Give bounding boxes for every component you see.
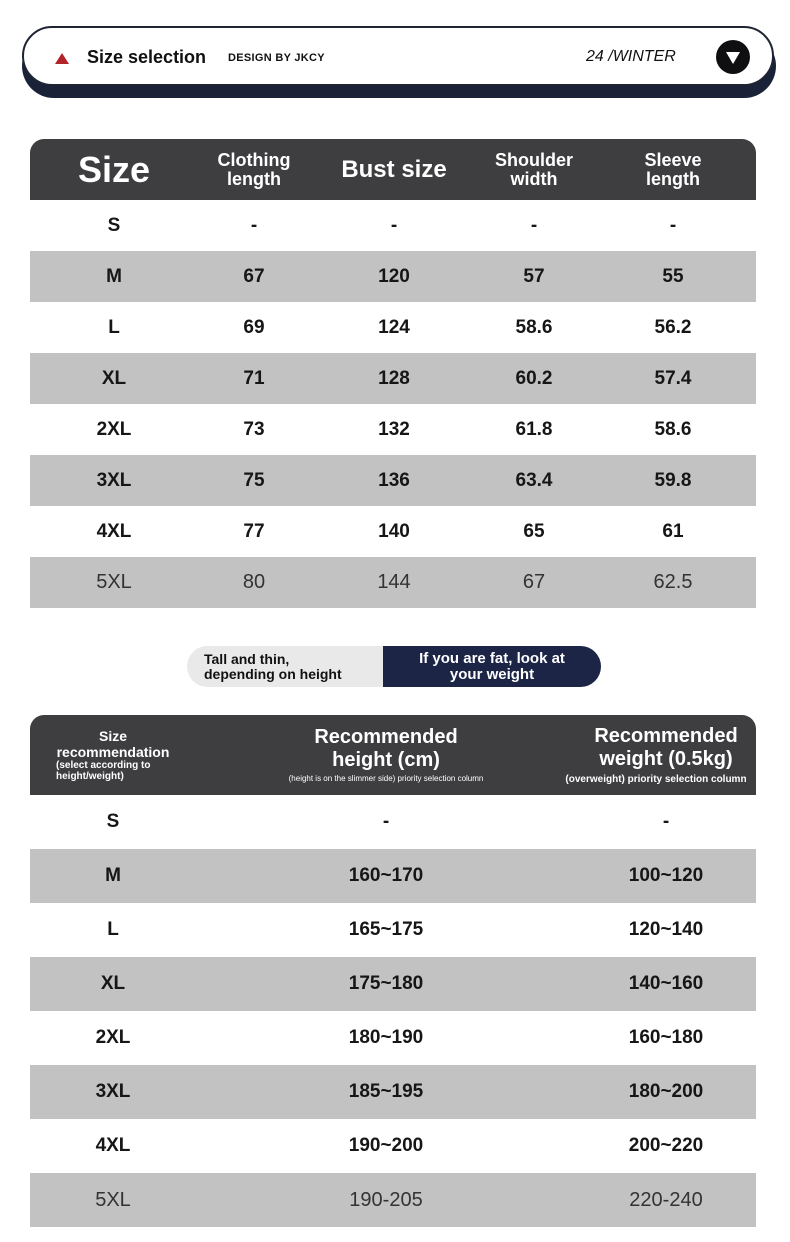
cell-height: 185~195 bbox=[348, 1081, 424, 1102]
cell-sleeve-length: 56.2 bbox=[654, 316, 692, 338]
cell-weight: 140~160 bbox=[628, 973, 704, 994]
cell-shoulder-width: 67 bbox=[522, 571, 546, 593]
cell-size: S bbox=[107, 214, 121, 236]
recommendation-body bbox=[30, 795, 756, 1227]
cell-height: 190-205 bbox=[349, 1188, 423, 1211]
cell-weight: 200~220 bbox=[628, 1135, 704, 1156]
toggle-option-weight[interactable]: If you are fat, look at your weight bbox=[383, 646, 601, 687]
cell-clothing-length: 69 bbox=[243, 316, 265, 338]
table-row bbox=[30, 1011, 756, 1065]
chevron-down-icon[interactable] bbox=[716, 40, 750, 74]
header-sleeve-length: Sleeve length bbox=[644, 149, 702, 189]
toggle-option-height[interactable]: Tall and thin, depending on height bbox=[187, 646, 383, 687]
table-row bbox=[30, 795, 756, 849]
size-chart-body bbox=[30, 200, 756, 608]
table-row bbox=[30, 557, 756, 608]
cell-weight: 160~180 bbox=[628, 1027, 704, 1048]
size-chart-table bbox=[30, 139, 756, 608]
table-row bbox=[30, 353, 756, 404]
cell-weight: 180~200 bbox=[628, 1081, 704, 1102]
cell-sleeve-length: 61 bbox=[662, 520, 684, 542]
cell-size: 2XL bbox=[96, 418, 132, 440]
cell-clothing-length: 73 bbox=[243, 418, 265, 440]
table-row bbox=[30, 849, 756, 903]
cell-sleeve-length: 57.4 bbox=[654, 367, 692, 389]
cell-sleeve-length: - bbox=[669, 214, 677, 236]
cell-weight: 120~140 bbox=[628, 919, 704, 940]
cell-clothing-length: - bbox=[250, 214, 258, 236]
cell-shoulder-width: 63.4 bbox=[515, 469, 553, 491]
triangle-icon bbox=[55, 53, 69, 64]
cell-sleeve-length: 55 bbox=[662, 265, 684, 287]
cell-shoulder-width: 65 bbox=[523, 520, 545, 542]
header-design-credit: DESIGN BY JKCY bbox=[228, 52, 325, 64]
header-season: 24 /WINTER bbox=[586, 48, 676, 65]
cell-bust-size: 132 bbox=[378, 418, 410, 440]
cell-height: 165~175 bbox=[348, 919, 424, 940]
table-row bbox=[30, 1119, 756, 1173]
cell-weight: 100~120 bbox=[628, 865, 704, 886]
header-shoulder-width: Shoulder width bbox=[494, 149, 573, 189]
cell-size: S bbox=[106, 811, 120, 832]
fit-toggle bbox=[187, 646, 601, 687]
cell-size: M bbox=[105, 865, 121, 886]
table-row bbox=[30, 404, 756, 455]
cell-shoulder-width: - bbox=[530, 214, 538, 236]
cell-shoulder-width: 60.2 bbox=[515, 367, 553, 389]
cell-size: M bbox=[106, 265, 122, 287]
cell-weight: - bbox=[662, 811, 670, 832]
cell-size: XL bbox=[100, 973, 126, 994]
cell-clothing-length: 77 bbox=[243, 520, 265, 542]
cell-bust-size: 128 bbox=[378, 367, 410, 389]
cell-size: XL bbox=[101, 367, 127, 389]
cell-sleeve-length: 58.6 bbox=[654, 418, 692, 440]
cell-clothing-length: 71 bbox=[243, 367, 265, 389]
cell-clothing-length: 80 bbox=[242, 571, 266, 593]
cell-height: 180~190 bbox=[348, 1027, 424, 1048]
cell-bust-size: 124 bbox=[378, 316, 410, 338]
header-recommended-weight: Recommended weight (0.5kg) (overweight) priority selection column bbox=[565, 724, 747, 785]
header-bar bbox=[22, 26, 774, 86]
cell-size: 3XL bbox=[95, 1081, 131, 1102]
table-row bbox=[30, 1173, 756, 1227]
cell-weight: 220-240 bbox=[629, 1188, 703, 1211]
header-title: Size selection bbox=[87, 47, 207, 67]
cell-bust-size: 136 bbox=[378, 469, 410, 491]
cell-clothing-length: 67 bbox=[243, 265, 265, 287]
table-row bbox=[30, 455, 756, 506]
size-chart-header bbox=[30, 139, 756, 200]
header-clothing-length: Clothing length bbox=[217, 149, 291, 189]
cell-shoulder-width: 57 bbox=[523, 265, 545, 287]
cell-sleeve-length: 59.8 bbox=[654, 469, 692, 491]
cell-size: 3XL bbox=[96, 469, 132, 491]
cell-height: 175~180 bbox=[348, 973, 424, 994]
header-recommended-height: Recommended height (cm) (height is on the slimmer side) priority selection column bbox=[288, 726, 484, 783]
cell-sleeve-length: 62.5 bbox=[653, 571, 693, 593]
cell-size: L bbox=[108, 316, 120, 338]
cell-shoulder-width: 58.6 bbox=[515, 316, 553, 338]
cell-shoulder-width: 61.8 bbox=[515, 418, 553, 440]
table-row bbox=[30, 251, 756, 302]
cell-size: 4XL bbox=[96, 520, 132, 542]
cell-clothing-length: 75 bbox=[243, 469, 265, 491]
table-row bbox=[30, 200, 756, 251]
header-size: Size bbox=[77, 149, 151, 190]
cell-size: 5XL bbox=[95, 1188, 131, 1211]
recommendation-header bbox=[30, 715, 756, 795]
header-size-recommendation: Size recommendation (select according to height/weight) bbox=[56, 728, 170, 782]
table-row bbox=[30, 506, 756, 557]
table-row bbox=[30, 302, 756, 353]
table-row bbox=[30, 957, 756, 1011]
cell-size: 2XL bbox=[95, 1027, 131, 1048]
cell-height: 190~200 bbox=[348, 1135, 424, 1156]
cell-size: 5XL bbox=[96, 571, 132, 593]
size-recommendation-table bbox=[30, 715, 756, 1227]
cell-bust-size: 140 bbox=[378, 520, 410, 542]
cell-height: - bbox=[382, 811, 390, 832]
cell-height: 160~170 bbox=[348, 865, 424, 886]
cell-bust-size: 144 bbox=[377, 571, 411, 593]
header-bust-size: Bust size bbox=[341, 156, 447, 183]
cell-bust-size: 120 bbox=[378, 265, 410, 287]
cell-size: L bbox=[107, 919, 119, 940]
table-row bbox=[30, 1065, 756, 1119]
cell-bust-size: - bbox=[390, 214, 398, 236]
table-row bbox=[30, 903, 756, 957]
cell-size: 4XL bbox=[95, 1135, 131, 1156]
